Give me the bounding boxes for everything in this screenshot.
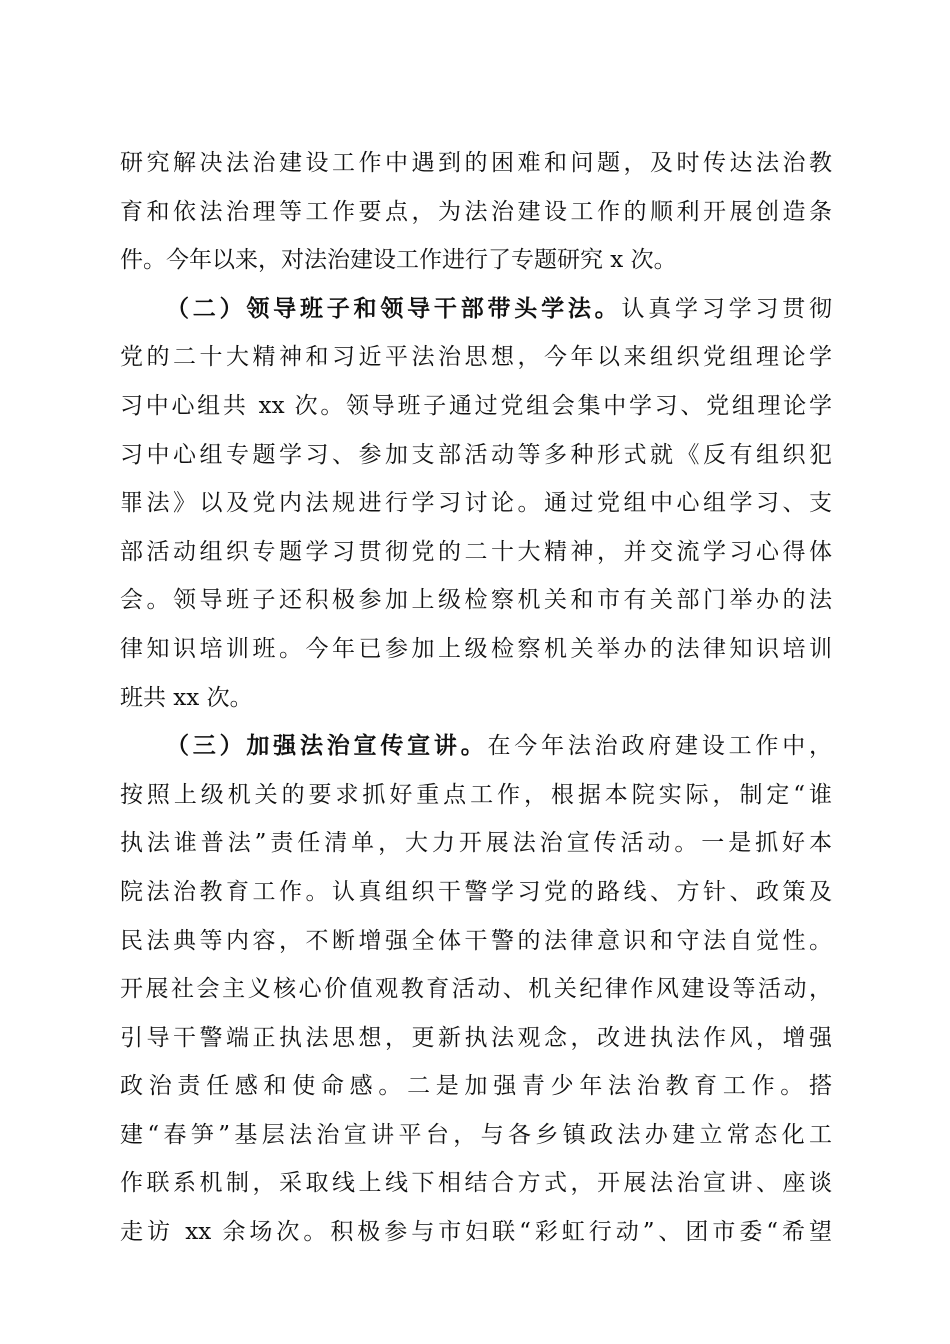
line-text: 罪法》以及党内法规进行学习讨论。通过党组中心组学习、支: [120, 490, 832, 517]
paragraph-2-line-7: [120, 576, 832, 625]
paragraph-3-line-10: [120, 1159, 832, 1208]
paragraph-2-heading: （二）领导班子和领导干部带头学法。: [166, 294, 622, 322]
line-text: 会。领导班子还积极参加上级检察机关和市有关部门举办的法: [120, 587, 832, 614]
line-text: 执法谁普法”责任清单，大力开展法治宣传活动。一是抓好本: [120, 830, 832, 857]
paragraph-2-line-9: [120, 674, 832, 723]
paragraph-3-heading: （三）加强法治宣传宣讲。: [166, 732, 488, 760]
paragraph-1-line-3: [120, 236, 832, 285]
line-text: 习中心组共 xx 次。领导班子通过党组会集中学习、党组理论学: [120, 392, 832, 419]
paragraph-3-line-5: [120, 917, 832, 966]
paragraph-2-line-6: [120, 528, 832, 577]
line-text: 政治责任感和使命感。二是加强青少年法治教育工作。搭: [120, 1073, 832, 1100]
paragraph-3-line-1: [120, 722, 832, 771]
paragraph-2-line-2: [120, 333, 832, 382]
paragraph-3-first-line: 在今年法治政府建设工作中，: [487, 733, 832, 760]
paragraph-3-line-11: [120, 1208, 832, 1257]
line-text: 育和依法治理等工作要点，为法治建设工作的顺利开展创造条: [120, 198, 832, 225]
line-text: 习中心组专题学习、参加支部活动等多种形式就《反有组织犯: [120, 441, 832, 468]
line-text: 作联系机制，采取线上线下相结合方式，开展法治宣讲、座谈: [120, 1170, 832, 1197]
line-text: 院法治教育工作。认真组织干警学习党的路线、方针、政策及: [120, 878, 832, 905]
paragraph-2-first-line: 认真学习学习贯彻: [621, 295, 832, 322]
line-text: 件。今年以来，对法治建设工作进行了专题研究 x 次。: [120, 247, 677, 274]
paragraph-3-line-3: [120, 819, 832, 868]
paragraph-1-line-2: [120, 188, 832, 237]
line-text: [120, 722, 832, 771]
line-text: 研究解决法治建设工作中遇到的困难和问题，及时传达法治教: [120, 150, 832, 176]
paragraph-3-line-8: [120, 1062, 832, 1111]
paragraph-3-line-7: [120, 1014, 832, 1063]
paragraph-3-line-6: [120, 965, 832, 1014]
paragraph-2-line-4: [120, 431, 832, 480]
line-text: [120, 285, 832, 334]
line-text: 民法典等内容，不断增强全体干警的法律意识和守法自觉性。: [120, 927, 832, 954]
paragraph-3-line-9: [120, 1111, 832, 1160]
paragraph-2-line-8: [120, 625, 832, 674]
line-text: 党的二十大精神和习近平法治思想，今年以来组织党组理论学: [120, 344, 832, 371]
line-text: 引导干警端正执法思想，更新执法观念，改进执法作风，增强: [120, 1024, 832, 1051]
line-text: 按照上级机关的要求抓好重点工作，根据本院实际，制定“谁: [120, 781, 832, 808]
line-text: 律知识培训班。今年已参加上级检察机关举办的法律知识培训: [120, 635, 832, 662]
line-text: 部活动组织专题学习贯彻党的二十大精神，并交流学习心得体: [120, 538, 832, 565]
line-text: 走访 xx 余场次。积极参与市妇联“彩虹行动”、团市委“希望: [120, 1219, 832, 1246]
paragraph-3-line-4: [120, 868, 832, 917]
paragraph-3-line-2: [120, 771, 832, 820]
paragraph-1-line-1: [120, 139, 832, 188]
document-body: [120, 139, 832, 1257]
paragraph-2-line-1: [120, 285, 832, 334]
line-text: 开展社会主义核心价值观教育活动、机关纪律作风建设等活动，: [120, 976, 832, 1003]
paragraph-2-line-3: [120, 382, 832, 431]
line-text: 建“春笋”基层法治宣讲平台，与各乡镇政法办建立常态化工: [120, 1121, 832, 1148]
line-text: 班共 xx 次。: [120, 684, 253, 711]
paragraph-2-line-5: [120, 479, 832, 528]
